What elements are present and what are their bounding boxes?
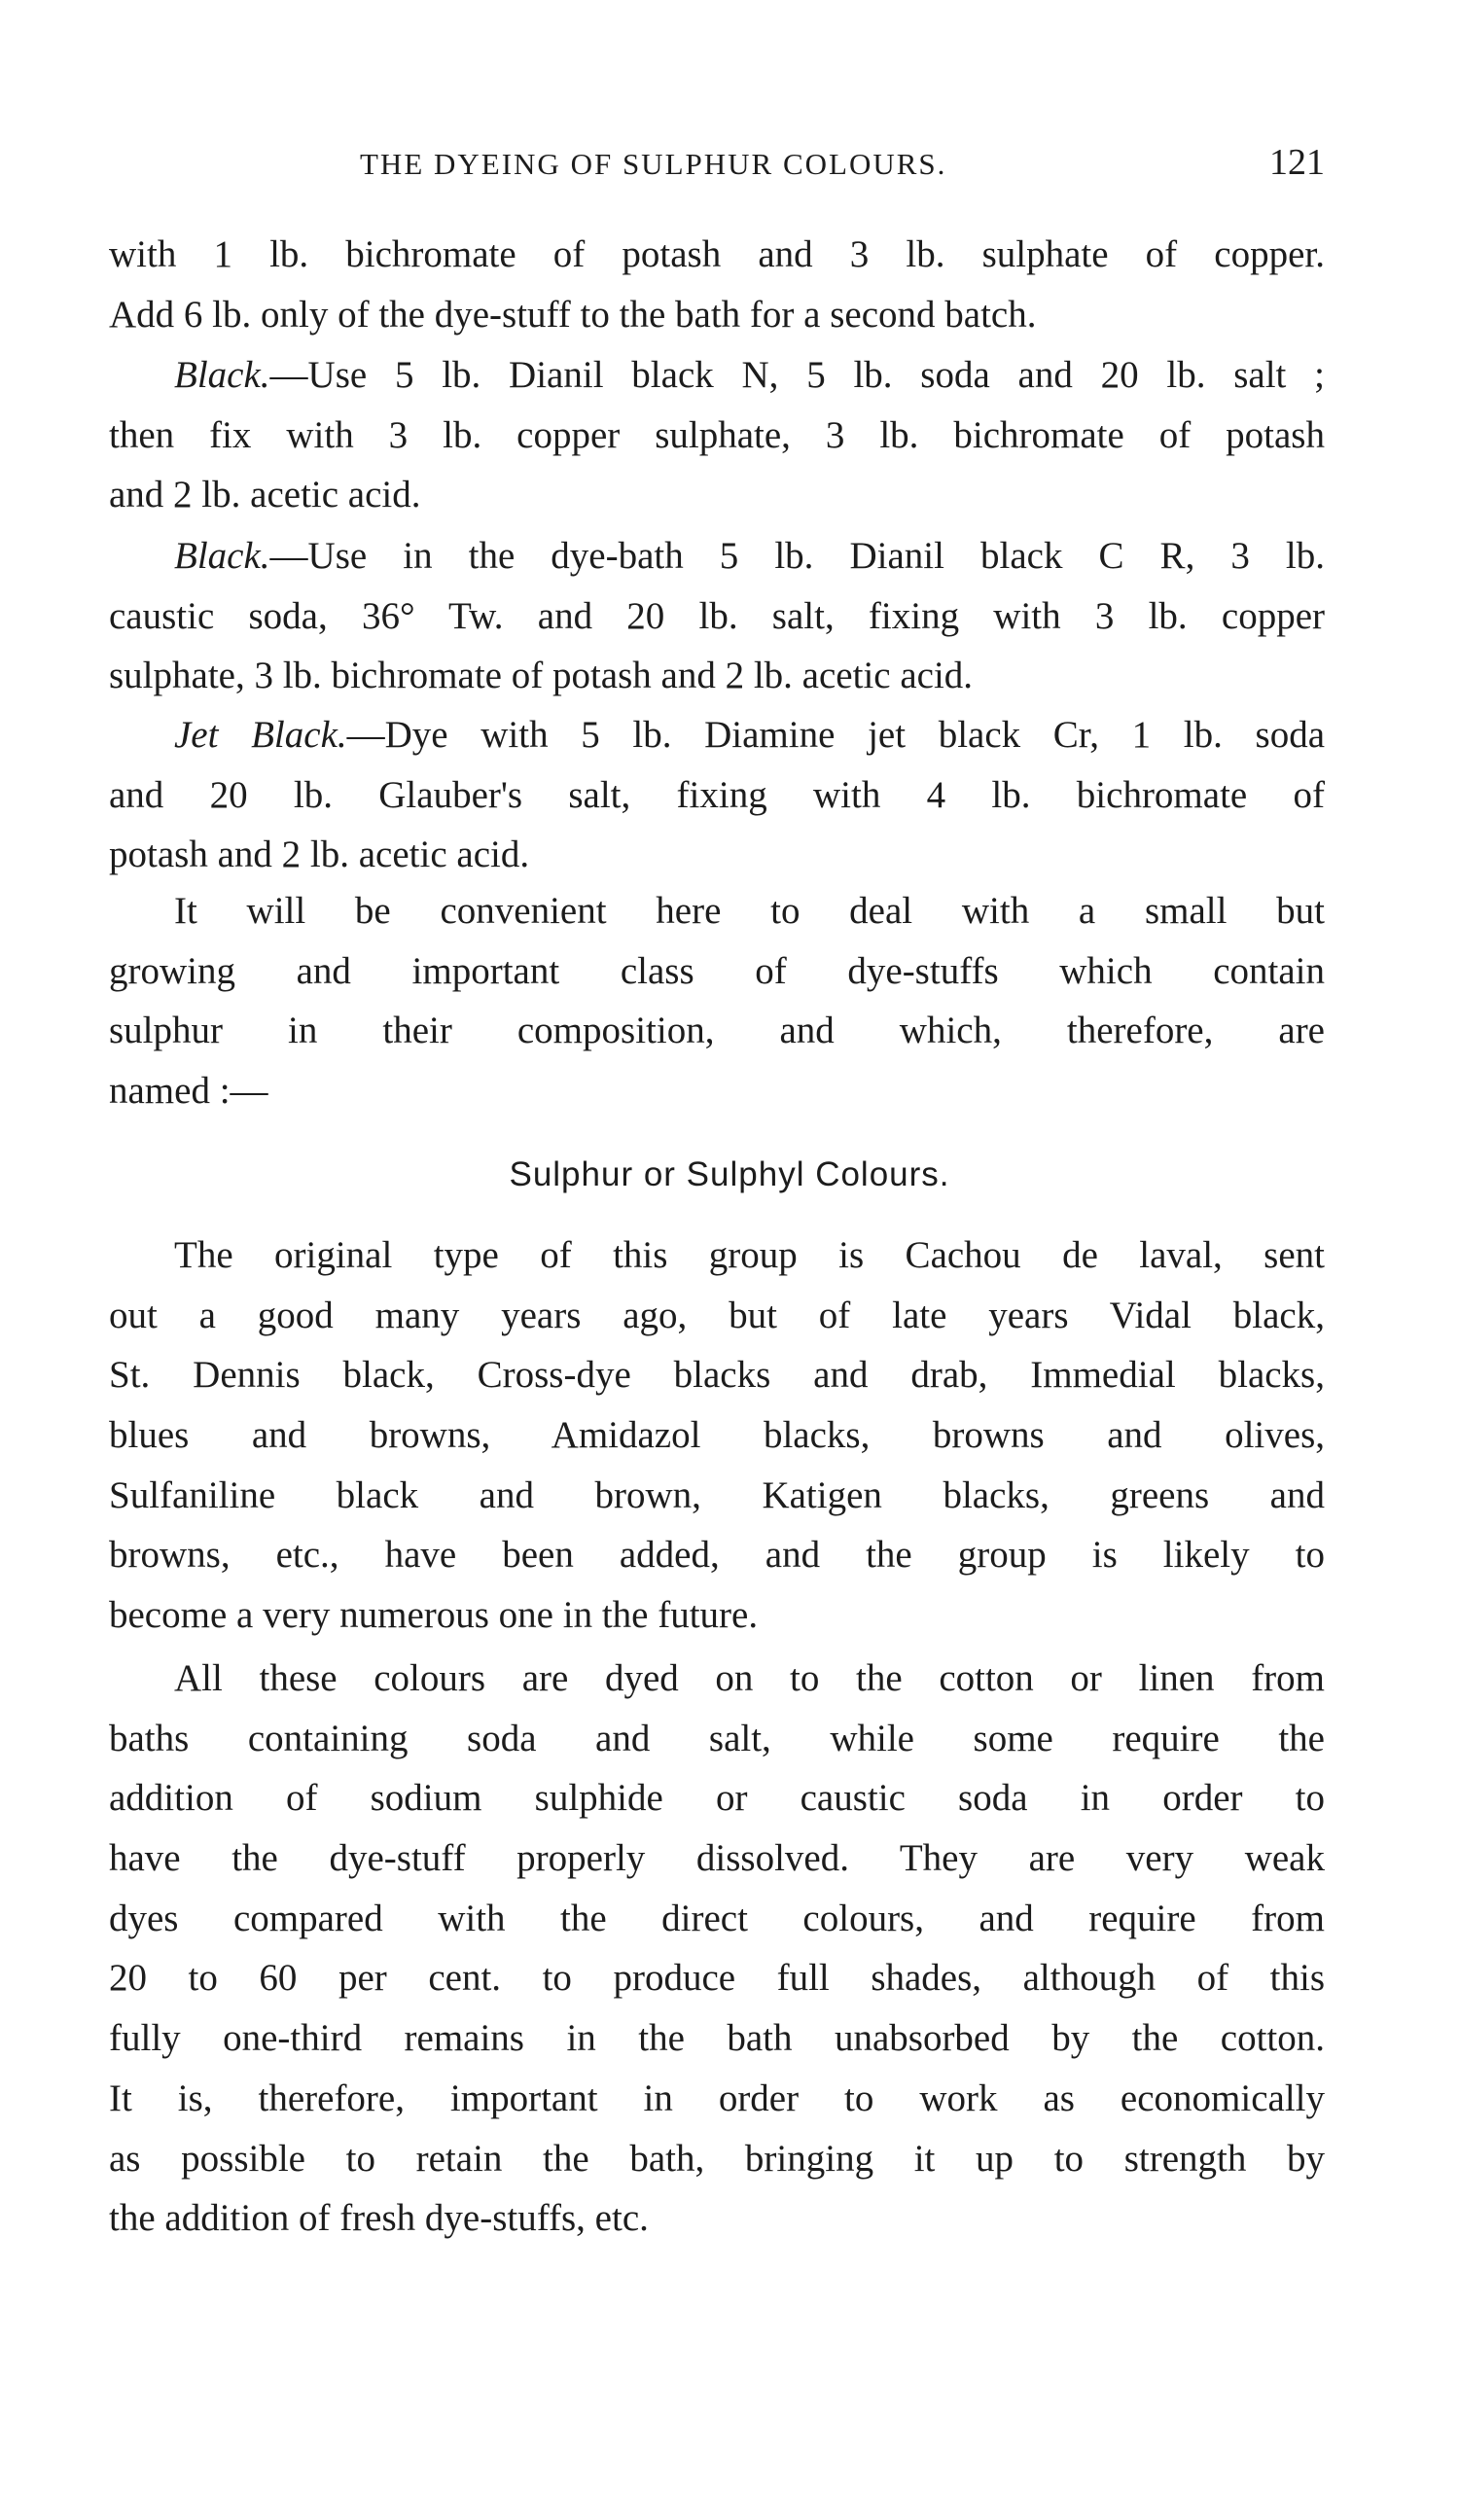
paragraph	[109, 1225, 1325, 1646]
line-text: the addition of fresh dye-stuffs, etc.	[109, 2197, 649, 2240]
running-title: THE DYEING OF SULPHUR COLOURS.	[360, 147, 947, 181]
text-line	[109, 1649, 1325, 1709]
line-text: named :—	[109, 1070, 268, 1113]
paragraph	[109, 1649, 1325, 2249]
line-text: out a good many years ago, but of late years Vidal black,	[109, 1294, 1325, 1336]
italic-lead: Black.	[174, 535, 270, 577]
text-line	[109, 825, 1325, 885]
line-text: It will be convenient here to deal with a small but	[174, 890, 1325, 932]
text-line	[109, 881, 1325, 941]
text-line	[109, 2069, 1325, 2129]
running-header	[360, 141, 1325, 190]
line-text: have the dye-stuff properly dissolved. They are very weak	[109, 1837, 1325, 1880]
line-text: potash and 2 lb. acetic acid.	[109, 834, 530, 876]
text-line	[109, 2129, 1325, 2189]
line-text: fully one-third remains in the bath unabsorbed by the cotton.	[109, 2017, 1325, 2060]
section-heading: Sulphur or Sulphyl Colours.	[509, 1155, 950, 1193]
text-line	[109, 1889, 1325, 1949]
text-line	[109, 1405, 1325, 1466]
line-text: sulphur in their composition, and which, therefore, are	[109, 1010, 1325, 1052]
text-line	[109, 765, 1325, 826]
line-text: Add 6 lb. only of the dye-stuff to the bath for a second batch.	[109, 293, 1037, 336]
text-line	[109, 1525, 1325, 1585]
line-text: —Use in the dye-bath 5 lb. Dianil black C R, 3 lb.	[269, 535, 1325, 577]
line-text: and 2 lb. acetic acid.	[109, 474, 421, 516]
line-text: addition of sodium sulphide or caustic soda in order to	[109, 1777, 1325, 1820]
text-line	[109, 345, 1325, 406]
line-text: as possible to retain the bath, bringing it up to strength by	[109, 2137, 1325, 2180]
text-line	[109, 1828, 1325, 1889]
text-line	[109, 646, 1325, 706]
line-text: then fix with 3 lb. copper sulphate, 3 lb. bichromate of potash	[109, 413, 1325, 456]
italic-lead: Black.	[174, 354, 270, 396]
text-line	[109, 1286, 1325, 1346]
text-line	[109, 2188, 1325, 2249]
line-text: with 1 lb. bichromate of potash and 3 lb. sulphate of copper.	[109, 233, 1325, 275]
line-text: blues and browns, Amidazol blacks, browns and olives,	[109, 1414, 1325, 1457]
line-text: become a very numerous one in the future.	[109, 1594, 759, 1637]
text-line	[109, 1345, 1325, 1405]
text-line	[109, 1001, 1325, 1061]
paragraph	[109, 705, 1325, 885]
line-text: —Dye with 5 lb. Diamine jet black Cr, 1 lb. soda	[346, 714, 1326, 756]
line-text: baths containing soda and salt, while some require the	[109, 1717, 1325, 1759]
text-line	[109, 526, 1325, 586]
line-text: sulphate, 3 lb. bichromate of potash and 2 lb. acetic acid.	[109, 655, 974, 697]
text-line	[109, 1948, 1325, 2008]
text-line	[109, 586, 1325, 647]
paragraph	[109, 881, 1325, 1121]
text-line	[109, 285, 1325, 345]
text-line	[109, 406, 1325, 466]
line-text: and 20 lb. Glauber's salt, fixing with 4 lb. bichromate of	[109, 773, 1325, 816]
text-line	[109, 1225, 1325, 1286]
page-number: 121	[1269, 142, 1325, 183]
text-line	[109, 1768, 1325, 1828]
line-text: Sulfaniline black and brown, Katigen blacks, greens and	[109, 1473, 1325, 1516]
line-text: St. Dennis black, Cross-dye blacks and drab, Immedial blacks,	[109, 1354, 1325, 1397]
text-line	[109, 941, 1325, 1002]
line-text: —Use 5 lb. Dianil black N, 5 lb. soda and 20 lb. salt ;	[269, 354, 1325, 396]
line-text: caustic soda, 36° Tw. and 20 lb. salt, fixing with 3 lb. copper	[109, 594, 1325, 637]
line-text: 20 to 60 per cent. to produce full shades, although of this	[109, 1957, 1325, 2000]
paragraph	[109, 526, 1325, 706]
text-line	[109, 1709, 1325, 1769]
text-line	[109, 1585, 1325, 1646]
line-text: browns, etc., have been added, and the group is likely to	[109, 1534, 1325, 1577]
line-text: growing and important class of dye-stuffs which contain	[109, 949, 1325, 992]
italic-lead: Jet Black.	[174, 714, 347, 756]
text-line	[109, 705, 1325, 765]
line-text: It is, therefore, important in order to work as economically	[109, 2076, 1325, 2119]
text-line	[109, 225, 1325, 285]
line-text: The original type of this group is Cachou de laval, sent	[174, 1234, 1325, 1276]
text-line	[109, 2008, 1325, 2069]
paragraph	[109, 225, 1325, 344]
text-line	[109, 1061, 1325, 1121]
paragraph	[109, 345, 1325, 525]
text-line	[109, 1466, 1325, 1526]
text-line	[109, 465, 1325, 525]
line-text: All these colours are dyed on to the cotton or linen from	[174, 1657, 1325, 1699]
line-text: dyes compared with the direct colours, and require from	[109, 1897, 1325, 1939]
